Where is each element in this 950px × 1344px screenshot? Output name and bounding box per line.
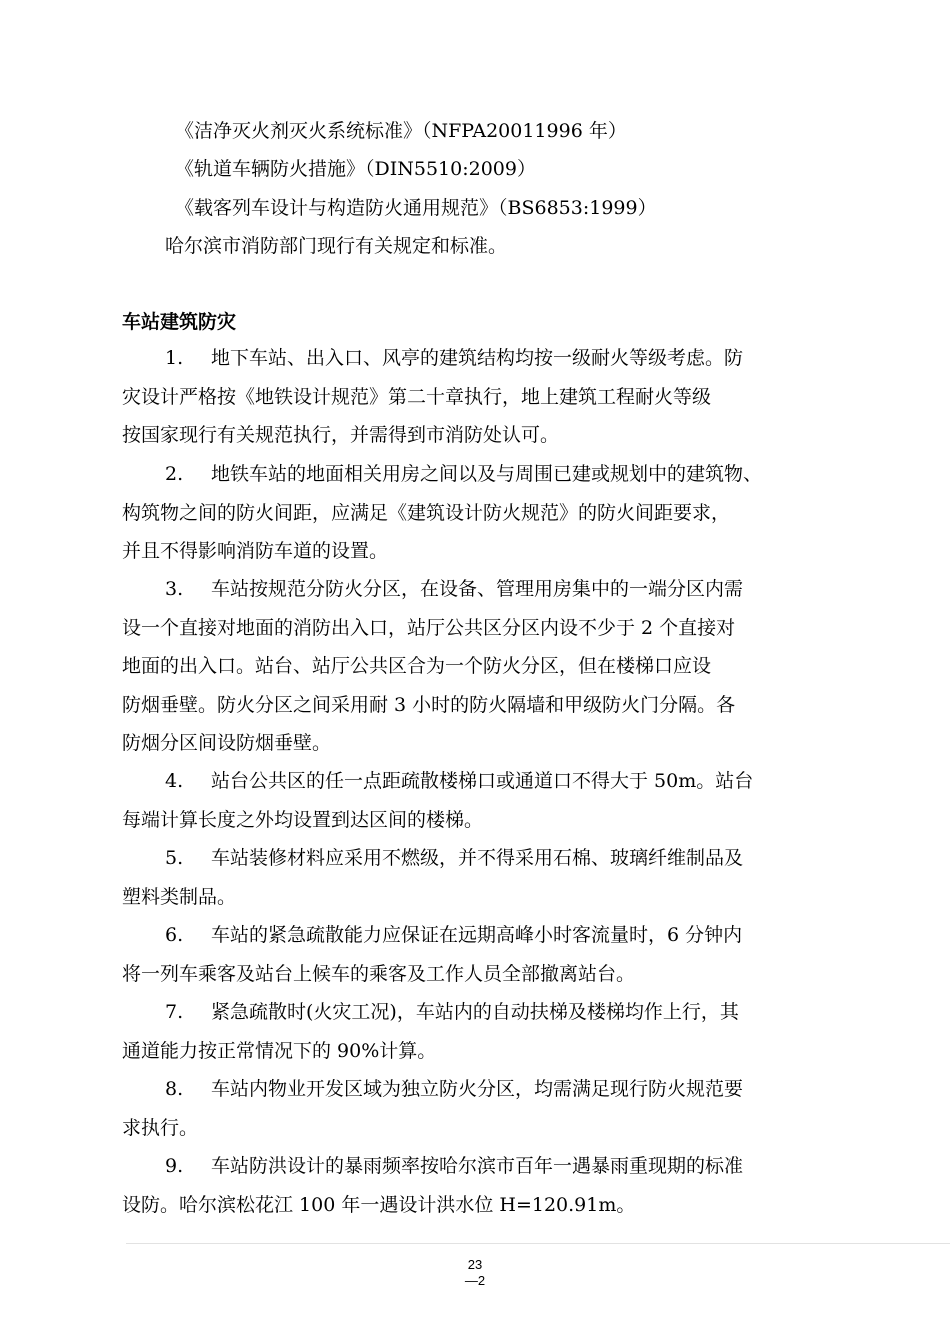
item-line: 塑料类制品。	[122, 885, 237, 908]
item-line: 求执行。	[122, 1116, 199, 1139]
list-item	[122, 993, 842, 1070]
item-line: 通道能力按正常情况下的 90%计算。	[122, 1039, 437, 1062]
list-item	[122, 339, 842, 455]
item-line: 车站防洪设计的暴雨频率按哈尔滨市百年一遇暴雨重现期的标准	[211, 1155, 744, 1177]
item-number: 5.	[165, 847, 184, 869]
item-line: 每端计算长度之外均设置到达区间的楼梯。	[122, 808, 484, 831]
item-line: 车站内物业开发区域为独立防火分区，均需满足现行防火规范要	[211, 1078, 744, 1100]
item-line: 紧急疏散时(火灾工况)，车站内的自动扶梯及楼梯均作上行，其	[211, 1001, 739, 1023]
item-number: 1.	[165, 347, 184, 369]
item-number: 8.	[165, 1078, 184, 1100]
item-line: 灾设计严格按《地铁设计规范》第二十章执行，地上建筑工程耐火等级	[122, 385, 712, 408]
item-line: 地铁车站的地面相关用房之间以及与周围已建或规划中的建筑物、	[211, 463, 763, 485]
item-line: 设一个直接对地面的消防出入口，站厅公共区分区内设不少于 2 个直接对	[122, 616, 736, 639]
item-number: 9.	[165, 1155, 184, 1177]
list-item	[122, 1147, 842, 1224]
list-item	[122, 916, 842, 993]
list-item	[122, 455, 842, 571]
item-line: 设防。哈尔滨松花江 100 年一遇设计洪水位 H=120.91m。	[122, 1193, 636, 1216]
item-number: 7.	[165, 1001, 184, 1023]
item-line: 站台公共区的任一点距疏散楼梯口或通道口不得大于 50m。站台	[211, 770, 754, 792]
item-line: 地下车站、出入口、风亭的建筑结构均按一级耐火等级考虑。防	[211, 347, 744, 369]
list-item	[122, 839, 842, 916]
item-line: 按国家现行有关规范执行，并需得到市消防处认可。	[122, 424, 560, 446]
footer-divider	[126, 1243, 950, 1244]
item-line: 防烟分区间设防烟垂壁。	[122, 732, 332, 754]
item-number: 2.	[165, 463, 184, 485]
item-number: 4.	[165, 770, 184, 792]
item-number: 3.	[165, 578, 184, 600]
item-line: 并且不得影响消防车道的设置。	[122, 540, 389, 562]
reference-line: 《轨道车辆防火措施》（DIN5510:2009）	[175, 158, 536, 180]
page-number-sub: —2	[464, 1273, 486, 1288]
section-title: 车站建筑防灾	[122, 311, 237, 333]
page-number: 23	[467, 1257, 483, 1272]
list-item	[122, 570, 842, 763]
item-number: 6.	[165, 924, 184, 946]
item-line: 车站装修材料应采用不燃级，并不得采用石棉、玻璃纤维制品及	[211, 847, 744, 869]
item-line: 构筑物之间的防火间距，应满足《建筑设计防火规范》的防火间距要求，	[122, 501, 731, 524]
list-item	[122, 1070, 842, 1147]
item-line: 将一列车乘客及站台上候车的乘客及工作人员全部撤离站台。	[122, 962, 636, 985]
item-line: 防烟垂壁。防火分区之间采用耐 3 小时的防火隔墙和甲级防火门分隔。各	[122, 693, 736, 716]
reference-line: 《载客列车设计与构造防火通用规范》（BS6853:1999）	[175, 197, 657, 219]
list-item	[122, 762, 842, 839]
item-line: 车站按规范分防火分区，在设备、管理用房集中的一端分区内需	[211, 578, 744, 600]
item-line: 车站的紧急疏散能力应保证在远期高峰小时客流量时，6 分钟内	[211, 924, 743, 946]
local-rule-line: 哈尔滨市消防部门现行有关规定和标准。	[165, 235, 508, 257]
item-line: 地面的出入口。站台、站厅公共区合为一个防火分区，但在楼梯口应设	[122, 655, 712, 677]
reference-line: 《洁净灭火剂灭火系统标准》（NFPA20011996 年）	[175, 120, 627, 142]
